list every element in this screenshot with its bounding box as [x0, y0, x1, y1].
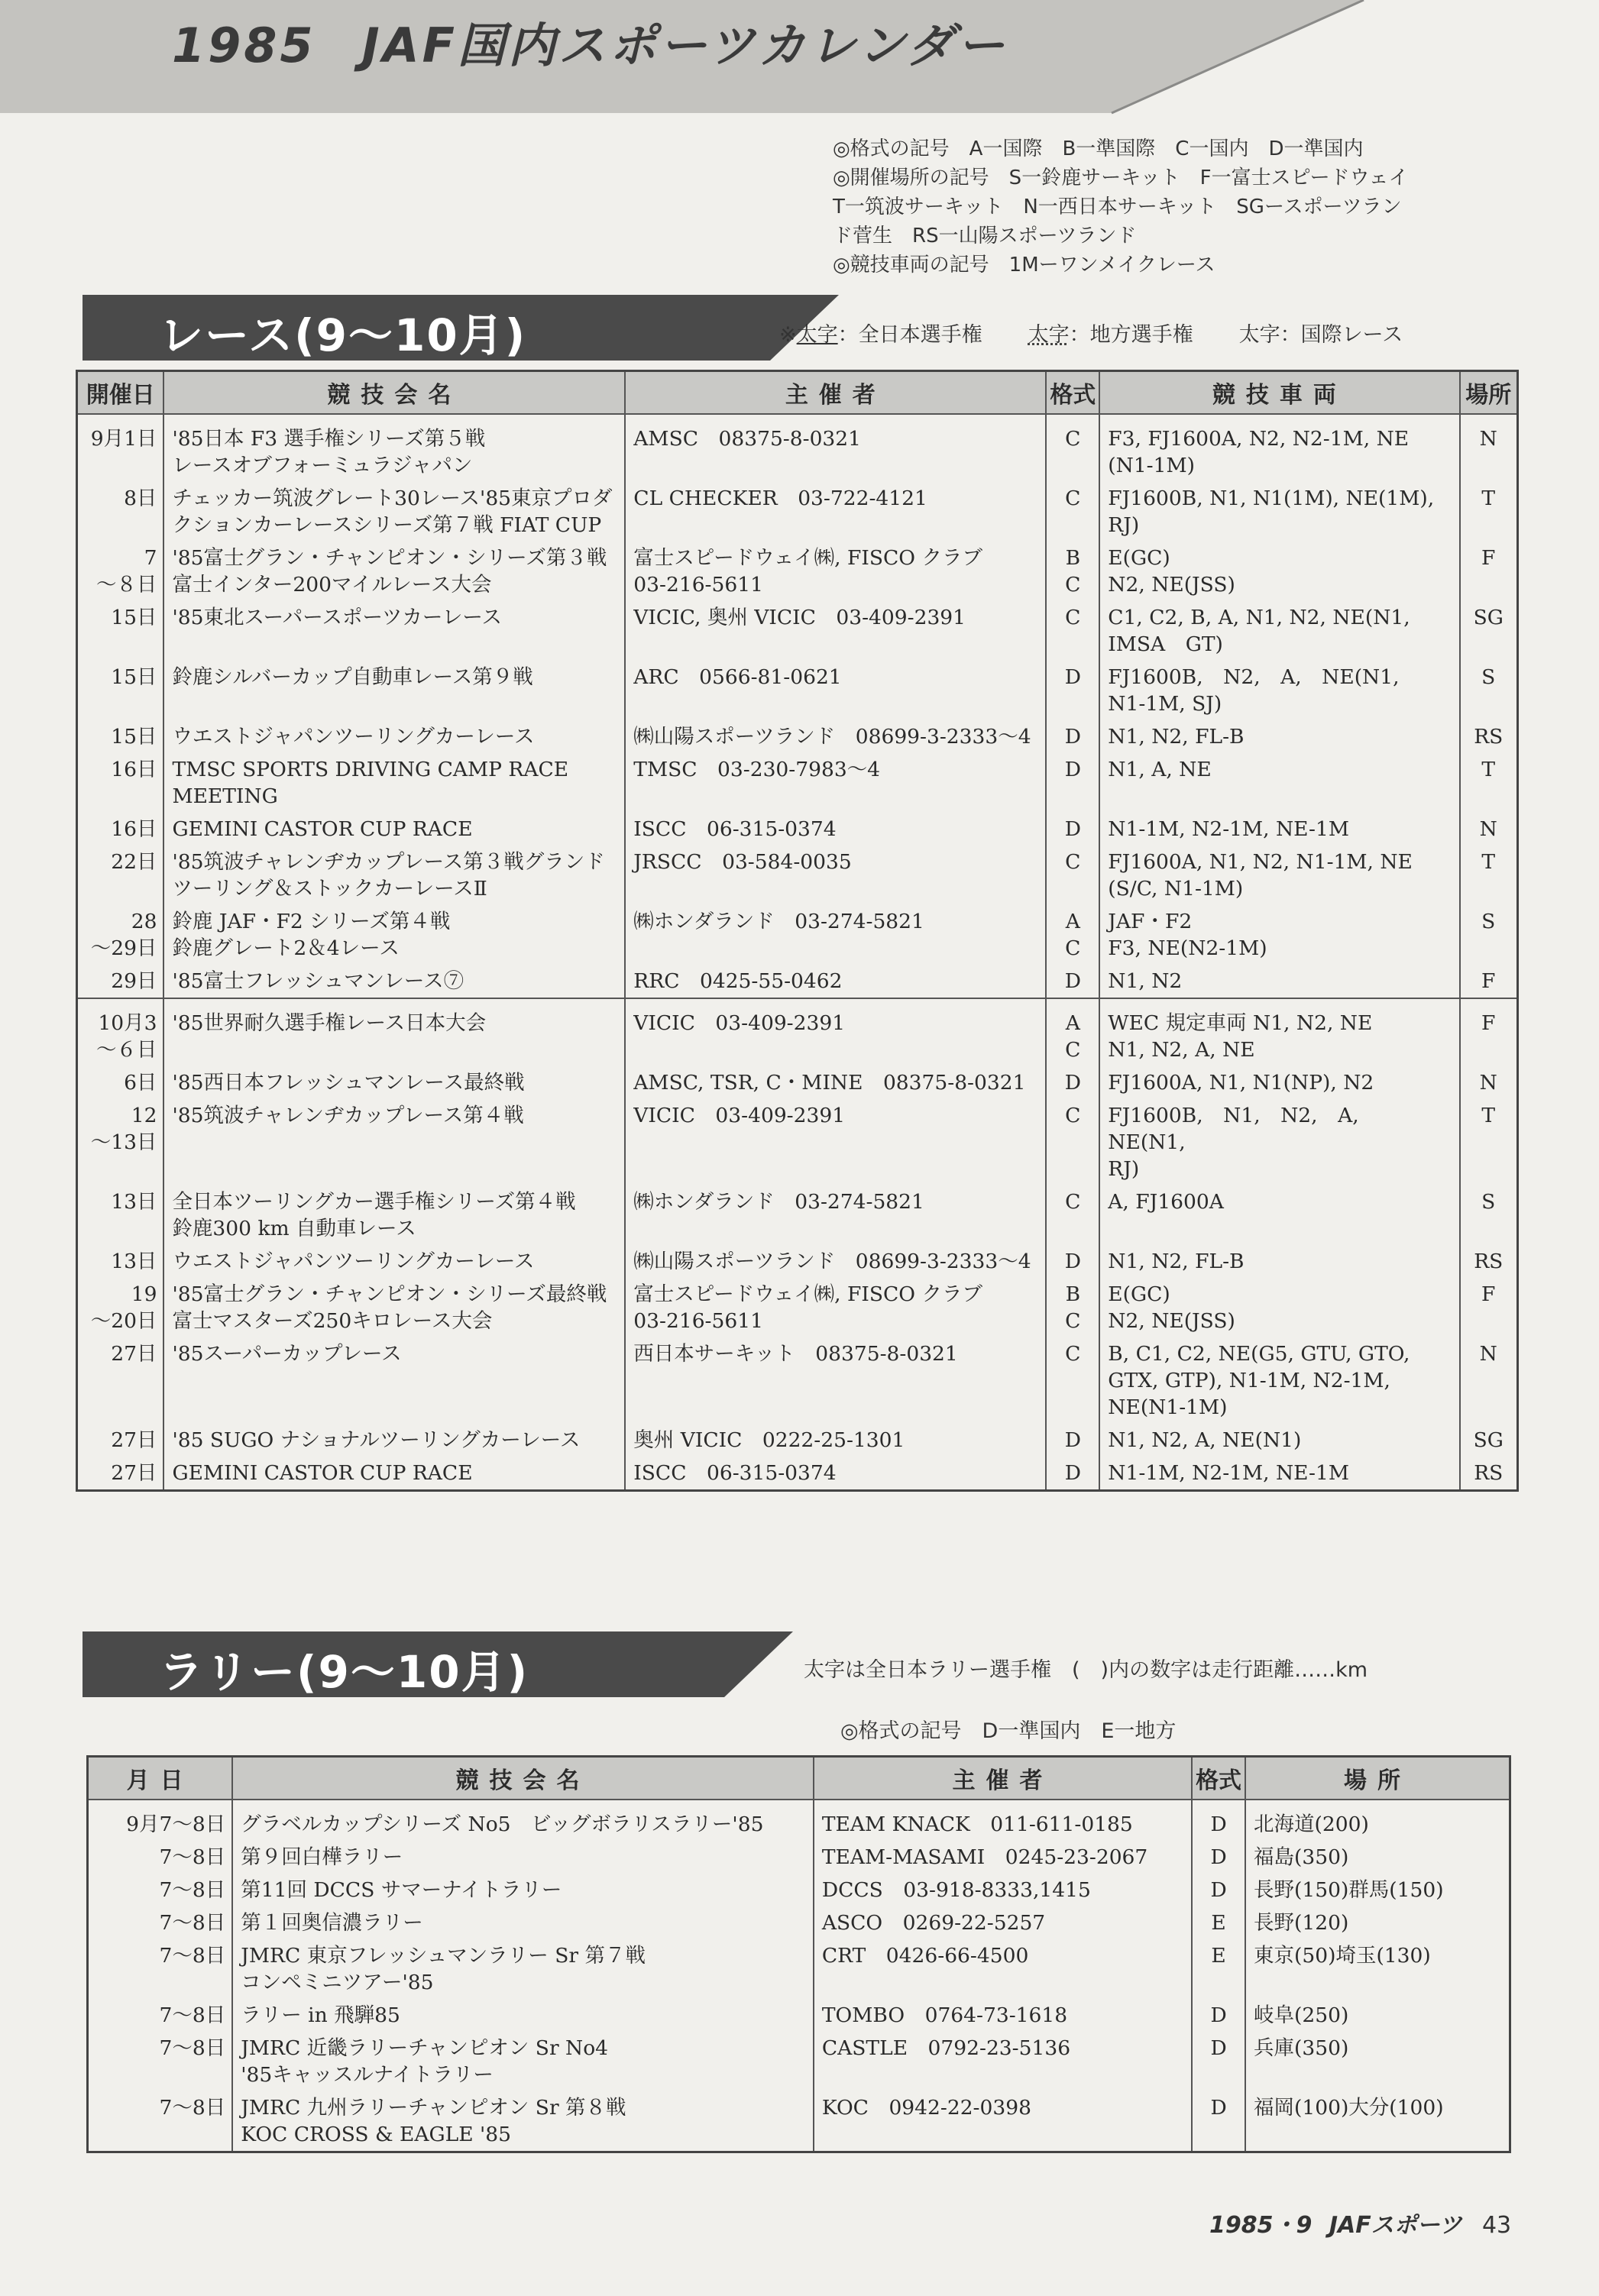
page-number: 43: [1481, 2212, 1512, 2239]
date-cell: 27日: [77, 1457, 164, 1491]
organizer-cell: TEAM-MASAMI 0245-23-2067: [814, 1841, 1192, 1874]
rally-legend: ◎格式の記号 D一準国内 E一地方: [840, 1719, 1177, 1743]
date-cell: 7〜8日: [88, 1999, 233, 2032]
table-row: [77, 753, 1518, 813]
vehicle-class-cell: JAF・F2 F3, NE(N2-1M): [1099, 905, 1459, 965]
date-cell: 13日: [77, 1245, 164, 1278]
date-cell: 9月7〜8日: [88, 1800, 233, 1841]
venue-cell: RS: [1460, 1457, 1518, 1491]
date-cell: 10月3 〜６日: [77, 998, 164, 1066]
venue-cell: N: [1460, 1337, 1518, 1424]
vehicle-class-cell: FJ1600A, N1, N1(NP), N2: [1099, 1066, 1459, 1099]
organizer-cell: KOC 0942-22-0398: [814, 2091, 1192, 2152]
page-year: 1985: [172, 18, 316, 73]
legend-line: ◎格式の記号 A一国際 B一準国際 C一国内 D一準国内: [833, 137, 1364, 160]
event-name-cell: 全日本ツーリングカー選手権シリーズ第４戦 鈴鹿300 km 自動車レース: [163, 1185, 625, 1245]
venue-cell: S: [1460, 1185, 1518, 1245]
vehicle-class-cell: C1, C2, B, A, N1, N2, NE(N1, IMSA GT): [1099, 601, 1459, 661]
organizer-cell: CASTLE 0792-23-5136: [814, 2032, 1192, 2091]
race-calendar-table: [76, 370, 1519, 1492]
vehicle-class-cell: N1, N2: [1099, 965, 1459, 998]
vehicle-class-cell: FJ1600B, N2, A, NE(N1, N1-1M, SJ): [1099, 661, 1459, 720]
venue-cell: 岐阜(250): [1245, 1999, 1510, 2032]
table-row: [77, 601, 1518, 661]
date-cell: 7〜8日: [88, 1874, 233, 1906]
footer-issue: 1985・9: [1209, 2212, 1313, 2239]
table-row: [88, 1800, 1510, 1841]
organizer-cell: RRC 0425-55-0462: [625, 965, 1046, 998]
event-name-cell: チェッカー筑波グレート30レース'85東京プロダクションカーレースシリーズ第７戦 FIAT CUP: [163, 482, 625, 542]
format-cell: D: [1046, 720, 1099, 753]
format-cell: C: [1046, 601, 1099, 661]
event-name-cell: '85スーパーカップレース: [163, 1337, 625, 1424]
table-row: [77, 905, 1518, 965]
date-cell: 16日: [77, 753, 164, 813]
organizer-cell: 西日本サーキット 08375-8-0321: [625, 1337, 1046, 1424]
table-row: [88, 2032, 1510, 2091]
date-cell: 7〜8日: [88, 1841, 233, 1874]
date-cell: 6日: [77, 1066, 164, 1099]
table-row: [77, 482, 1518, 542]
venue-cell: S: [1460, 661, 1518, 720]
date-cell: 16日: [77, 813, 164, 846]
vehicle-class-cell: B, C1, C2, NE(G5, GTU, GTO, GTX, GTP), N1-1M, N2-1M, NE(N1-1M): [1099, 1337, 1459, 1424]
format-cell: A C: [1046, 905, 1099, 965]
organizer-cell: ARC 0566-81-0621: [625, 661, 1046, 720]
organizer-cell: ㈱ホンダランド 03-274-5821: [625, 905, 1046, 965]
venue-cell: F: [1460, 542, 1518, 601]
venue-cell: 福岡(100)大分(100): [1245, 2091, 1510, 2152]
date-cell: 22日: [77, 846, 164, 905]
date-cell: 7〜8日: [88, 1939, 233, 1999]
event-name-cell: '85西日本フレッシュマンレース最終戦: [163, 1066, 625, 1099]
event-name-cell: '85筑波チャレンヂカップレース第４戦: [163, 1099, 625, 1185]
event-name-cell: TMSC SPORTS DRIVING CAMP RACE MEETING: [163, 753, 625, 813]
race-table-body: [77, 414, 1518, 1491]
legend-line: ◎競技車両の記号 1Mーワンメイクレース: [833, 254, 1215, 276]
column-header: 格式: [1192, 1757, 1245, 1800]
date-cell: 28 〜29日: [77, 905, 164, 965]
organizer-cell: AMSC 08375-8-0321: [625, 414, 1046, 482]
format-cell: E: [1192, 1906, 1245, 1939]
format-cell: D: [1192, 1841, 1245, 1874]
venue-cell: RS: [1460, 1245, 1518, 1278]
venue-cell: SG: [1460, 601, 1518, 661]
vehicle-class-cell: N1, A, NE: [1099, 753, 1459, 813]
format-cell: D: [1046, 661, 1099, 720]
vehicle-class-cell: FJ1600B, N1, N2, A, NE(N1, RJ): [1099, 1099, 1459, 1185]
event-name-cell: '85日本 F3 選手権シリーズ第５戦 レースオブフォーミュラジャパン: [163, 414, 625, 482]
event-name-cell: 第９回白樺ラリー: [232, 1841, 814, 1874]
event-name-cell: '85富士グラン・チャンピオン・シリーズ最終戦富士マスターズ250キロレース大会: [163, 1278, 625, 1337]
format-cell: D: [1046, 1457, 1099, 1491]
date-cell: 27日: [77, 1337, 164, 1424]
race-section-header: [83, 295, 846, 361]
organizer-cell: JRSCC 03-584-0035: [625, 846, 1046, 905]
event-name-cell: JMRC 九州ラリーチャンピオン Sr 第８戦 KOC CROSS & EAGLE '85: [232, 2091, 814, 2152]
date-cell: 13日: [77, 1185, 164, 1245]
table-row: [77, 1099, 1518, 1185]
table-row: [77, 1337, 1518, 1424]
rally-section-title: ラリー(9〜10月): [159, 1646, 529, 1698]
venue-cell: 長野(120): [1245, 1906, 1510, 1939]
organizer-cell: ㈱山陽スポーツランド 08699-3-2333〜4: [625, 1245, 1046, 1278]
rally-table-header: [88, 1757, 1510, 1800]
venue-cell: N: [1460, 813, 1518, 846]
race-font-note: ※太字：全日本選手権 太字：地方選手権 太字：国際レース: [779, 323, 1403, 347]
venue-cell: SG: [1460, 1424, 1518, 1457]
vehicle-class-cell: N1, N2, FL-B: [1099, 1245, 1459, 1278]
race-table-header: [77, 371, 1518, 415]
vehicle-class-cell: F3, FJ1600A, N2, N2-1M, NE (N1-1M): [1099, 414, 1459, 482]
format-cell: D: [1192, 1800, 1245, 1841]
organizer-cell: DCCS 03-918-8333,1415: [814, 1874, 1192, 1906]
venue-cell: 長野(150)群馬(150): [1245, 1874, 1510, 1906]
format-cell: C: [1046, 1337, 1099, 1424]
format-cell: D: [1192, 1874, 1245, 1906]
venue-cell: F: [1460, 1278, 1518, 1337]
event-name-cell: '85富士グラン・チャンピオン・シリーズ第３戦 富士インター200マイルレース大会: [163, 542, 625, 601]
table-row: [77, 965, 1518, 998]
venue-cell: 北海道(200): [1245, 1800, 1510, 1841]
venue-cell: N: [1460, 414, 1518, 482]
format-cell: D: [1192, 2032, 1245, 2091]
vehicle-class-cell: A, FJ1600A: [1099, 1185, 1459, 1245]
vehicle-class-cell: N1-1M, N2-1M, NE-1M: [1099, 813, 1459, 846]
event-name-cell: '85富士フレッシュマンレース⑦: [163, 965, 625, 998]
rally-table-body: [88, 1800, 1510, 2152]
venue-cell: 福島(350): [1245, 1841, 1510, 1874]
column-header: 場所: [1245, 1757, 1510, 1800]
page-title-text: JAF国内スポーツカレンダー: [361, 18, 1008, 73]
format-cell: C: [1046, 482, 1099, 542]
date-cell: 7〜8日: [88, 1906, 233, 1939]
table-row: [77, 998, 1518, 1066]
table-row: [77, 661, 1518, 720]
venue-cell: T: [1460, 846, 1518, 905]
table-row: [77, 1185, 1518, 1245]
vehicle-class-cell: N1, N2, A, NE(N1): [1099, 1424, 1459, 1457]
legend-line: ◎開催場所の記号 S一鈴鹿サーキット F一富士スピードウェイ: [833, 167, 1409, 189]
table-row: [77, 1457, 1518, 1491]
format-cell: E: [1192, 1939, 1245, 1999]
event-name-cell: '85筑波チャレンヂカップレース第３戦グランドツーリング＆ストックカーレースⅡ: [163, 846, 625, 905]
table-row: [77, 414, 1518, 482]
venue-cell: 東京(50)埼玉(130): [1245, 1939, 1510, 1999]
table-row: [77, 1278, 1518, 1337]
event-name-cell: '85世界耐久選手権レース日本大会: [163, 998, 625, 1066]
rally-section-header: [83, 1631, 846, 1697]
organizer-cell: CL CHECKER 03-722-4121: [625, 482, 1046, 542]
legend-line: T一筑波サーキット N一西日本サーキット SGースポーツラン: [833, 196, 1402, 218]
organizer-cell: VICIC, 奥州 VICIC 03-409-2391: [625, 601, 1046, 661]
date-cell: 15日: [77, 601, 164, 661]
table-row: [77, 1066, 1518, 1099]
rally-note: 太字は全日本ラリー選手権 ( )内の数字は走行距離……km: [804, 1658, 1368, 1682]
date-cell: 19 〜20日: [77, 1278, 164, 1337]
event-name-cell: JMRC 近畿ラリーチャンピオン Sr No4 '85キャッスルナイトラリー: [232, 2032, 814, 2091]
format-cell: C: [1046, 1185, 1099, 1245]
symbol-legend: [833, 134, 1520, 280]
table-row: [77, 813, 1518, 846]
format-cell: D: [1046, 813, 1099, 846]
format-cell: D: [1046, 753, 1099, 813]
column-header: 競技車両: [1099, 371, 1459, 415]
organizer-cell: 富士スピードウェイ㈱, FISCO クラブ 03-216-5611: [625, 542, 1046, 601]
column-header: 月日: [88, 1757, 233, 1800]
column-header: 場所: [1460, 371, 1518, 415]
table-row: [88, 1999, 1510, 2032]
event-name-cell: 第１回奥信濃ラリー: [232, 1906, 814, 1939]
format-cell: C: [1046, 846, 1099, 905]
vehicle-class-cell: FJ1600A, N1, N2, N1-1M, NE (S/C, N1-1M): [1099, 846, 1459, 905]
date-cell: 15日: [77, 661, 164, 720]
table-row: [88, 1874, 1510, 1906]
organizer-cell: ASCO 0269-22-5257: [814, 1906, 1192, 1939]
table-row: [77, 1245, 1518, 1278]
venue-cell: F: [1460, 965, 1518, 998]
date-cell: 9月1日: [77, 414, 164, 482]
table-row: [88, 2091, 1510, 2152]
vehicle-class-cell: N1-1M, N2-1M, NE-1M: [1099, 1457, 1459, 1491]
format-cell: D: [1046, 1424, 1099, 1457]
rally-calendar-table: [86, 1755, 1511, 2153]
format-cell: D: [1192, 2091, 1245, 2152]
footer-magazine: JAFスポーツ: [1329, 2212, 1462, 2239]
format-cell: C: [1046, 414, 1099, 482]
organizer-cell: VICIC 03-409-2391: [625, 998, 1046, 1066]
date-cell: 29日: [77, 965, 164, 998]
column-header: 競技会名: [232, 1757, 814, 1800]
vehicle-class-cell: E(GC) N2, NE(JSS): [1099, 542, 1459, 601]
event-name-cell: '85東北スーパースポーツカーレース: [163, 601, 625, 661]
column-header: 主催者: [625, 371, 1046, 415]
table-row: [88, 1906, 1510, 1939]
column-header: 開催日: [77, 371, 164, 415]
organizer-cell: ISCC 06-315-0374: [625, 813, 1046, 846]
event-name-cell: ウエストジャパンツーリングカーレース: [163, 1245, 625, 1278]
table-row: [88, 1841, 1510, 1874]
organizer-cell: TOMBO 0764-73-1618: [814, 1999, 1192, 2032]
venue-cell: T: [1460, 482, 1518, 542]
format-cell: D: [1046, 1066, 1099, 1099]
column-header: 競技会名: [163, 371, 625, 415]
venue-cell: 兵庫(350): [1245, 2032, 1510, 2091]
date-cell: 15日: [77, 720, 164, 753]
organizer-cell: 富士スピードウェイ㈱, FISCO クラブ 03-216-5611: [625, 1278, 1046, 1337]
date-cell: 8日: [77, 482, 164, 542]
venue-cell: T: [1460, 753, 1518, 813]
event-name-cell: '85 SUGO ナショナルツーリングカーレース: [163, 1424, 625, 1457]
column-header: 主催者: [814, 1757, 1192, 1800]
date-cell: 27日: [77, 1424, 164, 1457]
organizer-cell: 奥州 VICIC 0222-25-1301: [625, 1424, 1046, 1457]
organizer-cell: ISCC 06-315-0374: [625, 1457, 1046, 1491]
format-cell: C: [1046, 1099, 1099, 1185]
date-cell: 12 〜13日: [77, 1099, 164, 1185]
organizer-cell: TEAM KNACK 011-611-0185: [814, 1800, 1192, 1841]
page-title: [172, 8, 1007, 76]
race-section-title: レース(9〜10月): [159, 309, 527, 361]
table-row: [77, 720, 1518, 753]
event-name-cell: GEMINI CASTOR CUP RACE: [163, 813, 625, 846]
table-row: [88, 1939, 1510, 1999]
vehicle-class-cell: E(GC) N2, NE(JSS): [1099, 1278, 1459, 1337]
event-name-cell: グラベルカップシリーズ No5 ビッグボラリスラリー'85: [232, 1800, 814, 1841]
event-name-cell: 鈴鹿 JAF・F2 シリーズ第４戦 鈴鹿グレート2＆4レース: [163, 905, 625, 965]
organizer-cell: VICIC 03-409-2391: [625, 1099, 1046, 1185]
page-footer: [1209, 2206, 1511, 2239]
venue-cell: N: [1460, 1066, 1518, 1099]
format-cell: B C: [1046, 1278, 1099, 1337]
vehicle-class-cell: WEC 規定車両 N1, N2, NE N1, N2, A, NE: [1099, 998, 1459, 1066]
table-row: [77, 542, 1518, 601]
table-row: [77, 846, 1518, 905]
format-cell: D: [1046, 965, 1099, 998]
organizer-cell: ㈱ホンダランド 03-274-5821: [625, 1185, 1046, 1245]
venue-cell: F: [1460, 998, 1518, 1066]
format-cell: D: [1046, 1245, 1099, 1278]
organizer-cell: ㈱山陽スポーツランド 08699-3-2333〜4: [625, 720, 1046, 753]
format-cell: D: [1192, 1999, 1245, 2032]
organizer-cell: AMSC, TSR, C・MINE 08375-8-0321: [625, 1066, 1046, 1099]
venue-cell: RS: [1460, 720, 1518, 753]
format-cell: A C: [1046, 998, 1099, 1066]
organizer-cell: CRT 0426-66-4500: [814, 1939, 1192, 1999]
event-name-cell: 鈴鹿シルバーカップ自動車レース第９戦: [163, 661, 625, 720]
legend-line: ド菅生 RS一山陽スポーツランド: [833, 225, 1137, 247]
event-name-cell: ラリー in 飛騨85: [232, 1999, 814, 2032]
format-cell: B C: [1046, 542, 1099, 601]
date-cell: 7〜8日: [88, 2032, 233, 2091]
date-cell: 7 〜８日: [77, 542, 164, 601]
table-row: [77, 1424, 1518, 1457]
organizer-cell: TMSC 03-230-7983〜4: [625, 753, 1046, 813]
venue-cell: T: [1460, 1099, 1518, 1185]
event-name-cell: JMRC 東京フレッシュマンラリー Sr 第７戦 コンペミニツアー'85: [232, 1939, 814, 1999]
event-name-cell: GEMINI CASTOR CUP RACE: [163, 1457, 625, 1491]
column-header: 格式: [1046, 371, 1099, 415]
vehicle-class-cell: N1, N2, FL-B: [1099, 720, 1459, 753]
venue-cell: S: [1460, 905, 1518, 965]
date-cell: 7〜8日: [88, 2091, 233, 2152]
event-name-cell: 第11回 DCCS サマーナイトラリー: [232, 1874, 814, 1906]
event-name-cell: ウエストジャパンツーリングカーレース: [163, 720, 625, 753]
vehicle-class-cell: FJ1600B, N1, N1(1M), NE(1M), RJ): [1099, 482, 1459, 542]
header-banner: [0, 0, 1599, 115]
